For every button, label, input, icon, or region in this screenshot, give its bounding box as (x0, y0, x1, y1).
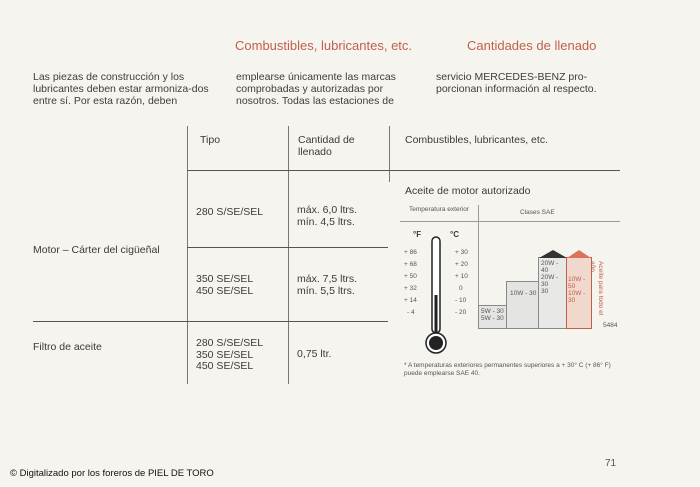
oil-chart (400, 205, 620, 335)
chart-rule (400, 221, 620, 222)
unit-c: °C (450, 230, 459, 239)
side-label: Aceite para todo el año (589, 261, 604, 316)
table-rule (187, 247, 388, 248)
col-header-cantidad: Cantidad de llenado (298, 134, 355, 158)
grade-bar-5w30 (478, 305, 508, 329)
intro-col-2: emplearse únicamente las marcas comprobadas y autorizadas por nosotros. Todas las estaciones de (236, 71, 396, 107)
table-rule (187, 170, 620, 171)
scale-c: 0 (459, 285, 463, 292)
table-cell-cantidad: máx. 7,5 ltrs. mín. 5,5 ltrs. (297, 273, 358, 297)
footer-credit: © Digitalizado por los foreros de PIEL DE TORO (10, 468, 214, 479)
col-header-combustibles: Combustibles, lubricantes, etc. (405, 134, 548, 146)
grade-bar-20w40 (538, 257, 568, 329)
grade-bar-10w30 (506, 281, 540, 329)
oil-chart-title: Aceite de motor autorizado (405, 185, 531, 197)
section-title: Combustibles, lubricantes, etc. (235, 38, 413, 53)
scale-c: - 20 (455, 309, 467, 316)
grade-label: 10W - 50 10W - 30 (568, 276, 586, 304)
scale-f: + 14 (404, 297, 417, 304)
intro-col-3: servicio MERCEDES-BENZ pro-porcionan información al respecto. (436, 71, 597, 95)
row-label-motor: Motor – Cárter del cigüeñal (33, 244, 160, 256)
oil-footnote: * A temperaturas exteriores permanentes superiores a + 30° C (+ 86° F) puede emplearse SAE 40. (404, 362, 611, 377)
scale-f: + 32 (404, 285, 417, 292)
scale-c: + 20 (455, 261, 468, 268)
col-header-tipo: Tipo (200, 134, 221, 146)
table-rule (33, 321, 388, 322)
grade-label: 10W - 30 (510, 290, 537, 297)
roof-icon (539, 250, 567, 258)
table-divider (288, 126, 289, 384)
unit-f: °F (413, 230, 422, 239)
page-title: Cantidades de llenado (467, 38, 597, 53)
intro-col-1: Las piezas de construcción y los lubricantes deben estar armoniza-dos entre sí. Por esta razón, deben (33, 71, 209, 107)
temp-header: Temperatura exterior (409, 206, 469, 213)
figure-code: 5484 (603, 322, 618, 329)
scale-c: - 10 (455, 297, 467, 304)
table-cell-tipo: 280 S/SE/SEL (196, 206, 264, 218)
table-cell-cantidad: 0,75 ltr. (297, 348, 332, 360)
scale-c: + 30 (455, 249, 468, 256)
scale-f: - 4 (407, 309, 415, 316)
scale-c: + 10 (455, 273, 468, 280)
sae-header: Clases SAE (520, 209, 555, 216)
page-number: 71 (605, 458, 617, 469)
table-cell-tipo: 280 S/SE/SEL 350 SE/SEL 450 SE/SEL (196, 337, 264, 372)
scale-f: + 50 (404, 273, 417, 280)
scale-f: + 86 (404, 249, 417, 256)
table-divider (187, 126, 188, 384)
grade-label: 20W - 40 20W - 30 30 (541, 260, 559, 295)
table-cell-tipo: 350 SE/SEL 450 SE/SEL (196, 273, 254, 297)
roof-icon (567, 250, 591, 258)
table-cell-cantidad: máx. 6,0 ltrs. mín. 4,5 ltrs. (297, 204, 358, 228)
grade-label: 5W - 30 5W - 30 (481, 308, 504, 322)
table-divider (389, 126, 390, 182)
thermometer-icon (424, 235, 448, 357)
scale-f: + 68 (404, 261, 417, 268)
row-label-filtro: Filtro de aceite (33, 341, 102, 353)
